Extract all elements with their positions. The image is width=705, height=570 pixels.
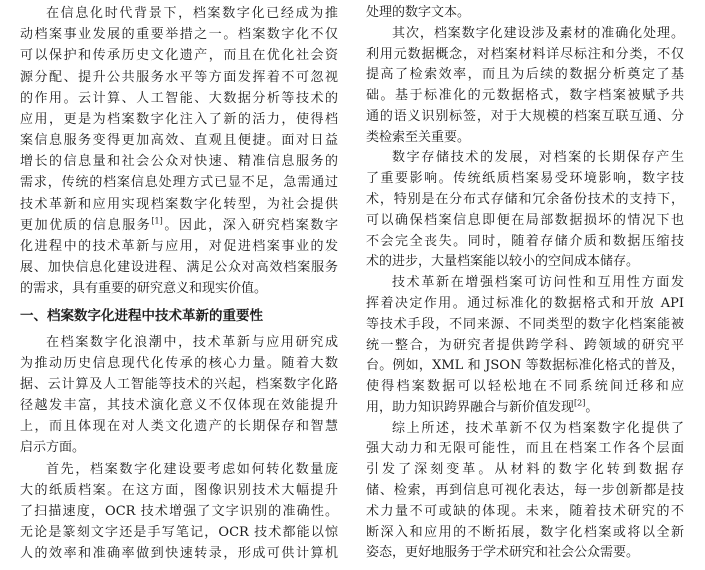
text-line: 其次，档案数字化建设涉及素材的准确化处理。 [392,25,684,41]
text-line: 术力量不可或缺的体现。未来，随着技术研究的不 [366,503,684,519]
text-line: 术，特别是在分布式存储和冗余备份技术的支持下， [366,192,684,208]
text-line: 综上所述，技术革新不仅为档案数字化提供了 [392,420,684,436]
text-line: 断深入和应用的不断拓展，数字化档案或将以全新 [366,524,684,540]
text-line: 台。例如，XML 和 JSON 等数据标准化格式的普及， [366,358,684,374]
text-segment: 。 [585,399,599,415]
text-line: 径越发丰富，其技术演化意义不仅体现在效能提升 [20,398,338,414]
citation-ref-1[interactable]: [1] [151,216,163,226]
text-line: 的作用。云计算、人工智能、大数据分析等技术的 [20,90,338,106]
text-line: 动档案事业发展的重要举措之一。档案数字化不仅 [20,27,338,43]
text-line: 不会完全丧失。同时，随着存储介质和数据压缩技 [366,233,684,249]
text-segment: 用，助力知识跨界融合与新价值发现 [366,399,575,415]
text-line: 础。基于标准化的元数据格式，数字档案被赋予共 [366,88,684,104]
text-segment: 更加优质的信息服务 [20,217,152,233]
text-line: 人的效率和准确率做到快速转录，形成可供计算机 [20,546,338,562]
text-line: 首先，档案数字化建设要考虑如何转化数量庞 [46,461,338,477]
text-line: 利用元数据概念，对档案材料详尽标注和分类，不仅 [366,46,684,62]
text-line: 为推动历史信息现代化传承的核心力量。随着大数 [20,355,338,371]
text-line: 技术革新在增强档案可访问性和互用性方面发 [392,275,684,291]
text-line: 可以确保档案信息即便在局部数据损坏的情况下也 [366,212,684,228]
text-line-with-citation [20,215,338,236]
text-line: 在档案数字化浪潮中，技术革新与应用研究成 [46,334,338,350]
text-line: 启示方面。 [20,440,86,456]
text-line: 上，而且体现在对人类文化遗产的长期保存和智慧 [20,419,338,435]
citation-ref-2[interactable]: [2] [574,398,586,408]
text-line: 等技术手段，不同来源、不同类型的数字化档案能被 [366,316,684,332]
text-line-with-citation [366,398,684,419]
text-line: 大的纸质档案。在这方面，图像识别技术大幅提升 [20,482,338,498]
text-line: 统一整合，为研究者提供跨学科、跨领域的研究平 [366,337,684,353]
text-line: 术的进步，大量档案能以较小的空间成本储存。 [366,254,640,270]
text-line: 的需求，具有重要的研究意义和现实价值。 [20,281,268,297]
text-line: 无论是篆刻文字还是手写笔记，OCR 技术都能以惊 [20,525,338,541]
text-line: 源分配、提升公共服务水平等方面发挥着不可忽视 [20,69,338,85]
text-line: 挥着决定作用。通过标准化的数据格式和开放 API [366,295,684,311]
text-line: 强大动力和无限可能性，而且在档案工作各个层面 [366,441,684,457]
text-line: 数字存储技术的发展，对档案的长期保存产生 [392,150,684,166]
text-line: 类检索至关重要。 [366,129,471,145]
text-segment: 。因此，深入研究档案数字 [162,217,338,233]
text-line: 据、云计算及人工智能等技术的兴起，档案数字化路 [20,376,338,392]
text-line: 处理的数字文本。 [366,5,471,20]
text-line: 案信息服务变得更加高效、直观且便捷。面对日益 [20,133,338,149]
text-line: 需求，传统的档案信息处理方式已显不足，急需通过 [20,175,338,191]
text-line: 了重要影响。传统纸质档案易受环境影响，数字技 [366,171,684,187]
text-line: 引发了深刻变革。从材料的数字化转到数据存 [366,462,684,478]
text-line: 技术革新和应用实现档案数字化转型，为社会提供 [20,196,338,212]
text-line: 在信息化时代背景下，档案数字化已经成为推 [46,6,338,21]
text-line: 可以保护和传承历史文化遗产，而且在优化社会资 [20,48,338,64]
text-line: 提高了检索效率，而且为后续的数据分析奠定了基 [366,67,684,83]
text-line: 应用，更是为档案数字化注入了新的活力，使得档 [20,111,338,127]
text-line: 姿态，更好地服务于学术研究和社会公众需要。 [366,545,640,561]
text-line: 化进程中的技术革新与应用，对促进档案事业的发 [20,239,338,255]
text-line: 增长的信息量和社会公众对快速、精准信息服务的 [20,154,338,170]
text-line: 使得档案数据可以轻松地在不同系统间迁移和应 [366,379,684,395]
text-line: 展、加快信息化建设进程、满足公众对高效档案服务 [20,260,338,276]
text-line: 通的语义识别标签，对于大规模的档案互联互通、分 [366,108,684,124]
text-line: 储、检索，再到信息可视化表达，每一步创新都是技 [366,483,684,499]
section-heading: 一、档案数字化进程中技术革新的重要性 [20,307,263,324]
text-line: 了扫描速度，OCR 技术增强了文字识别的准确性。 [20,504,338,520]
